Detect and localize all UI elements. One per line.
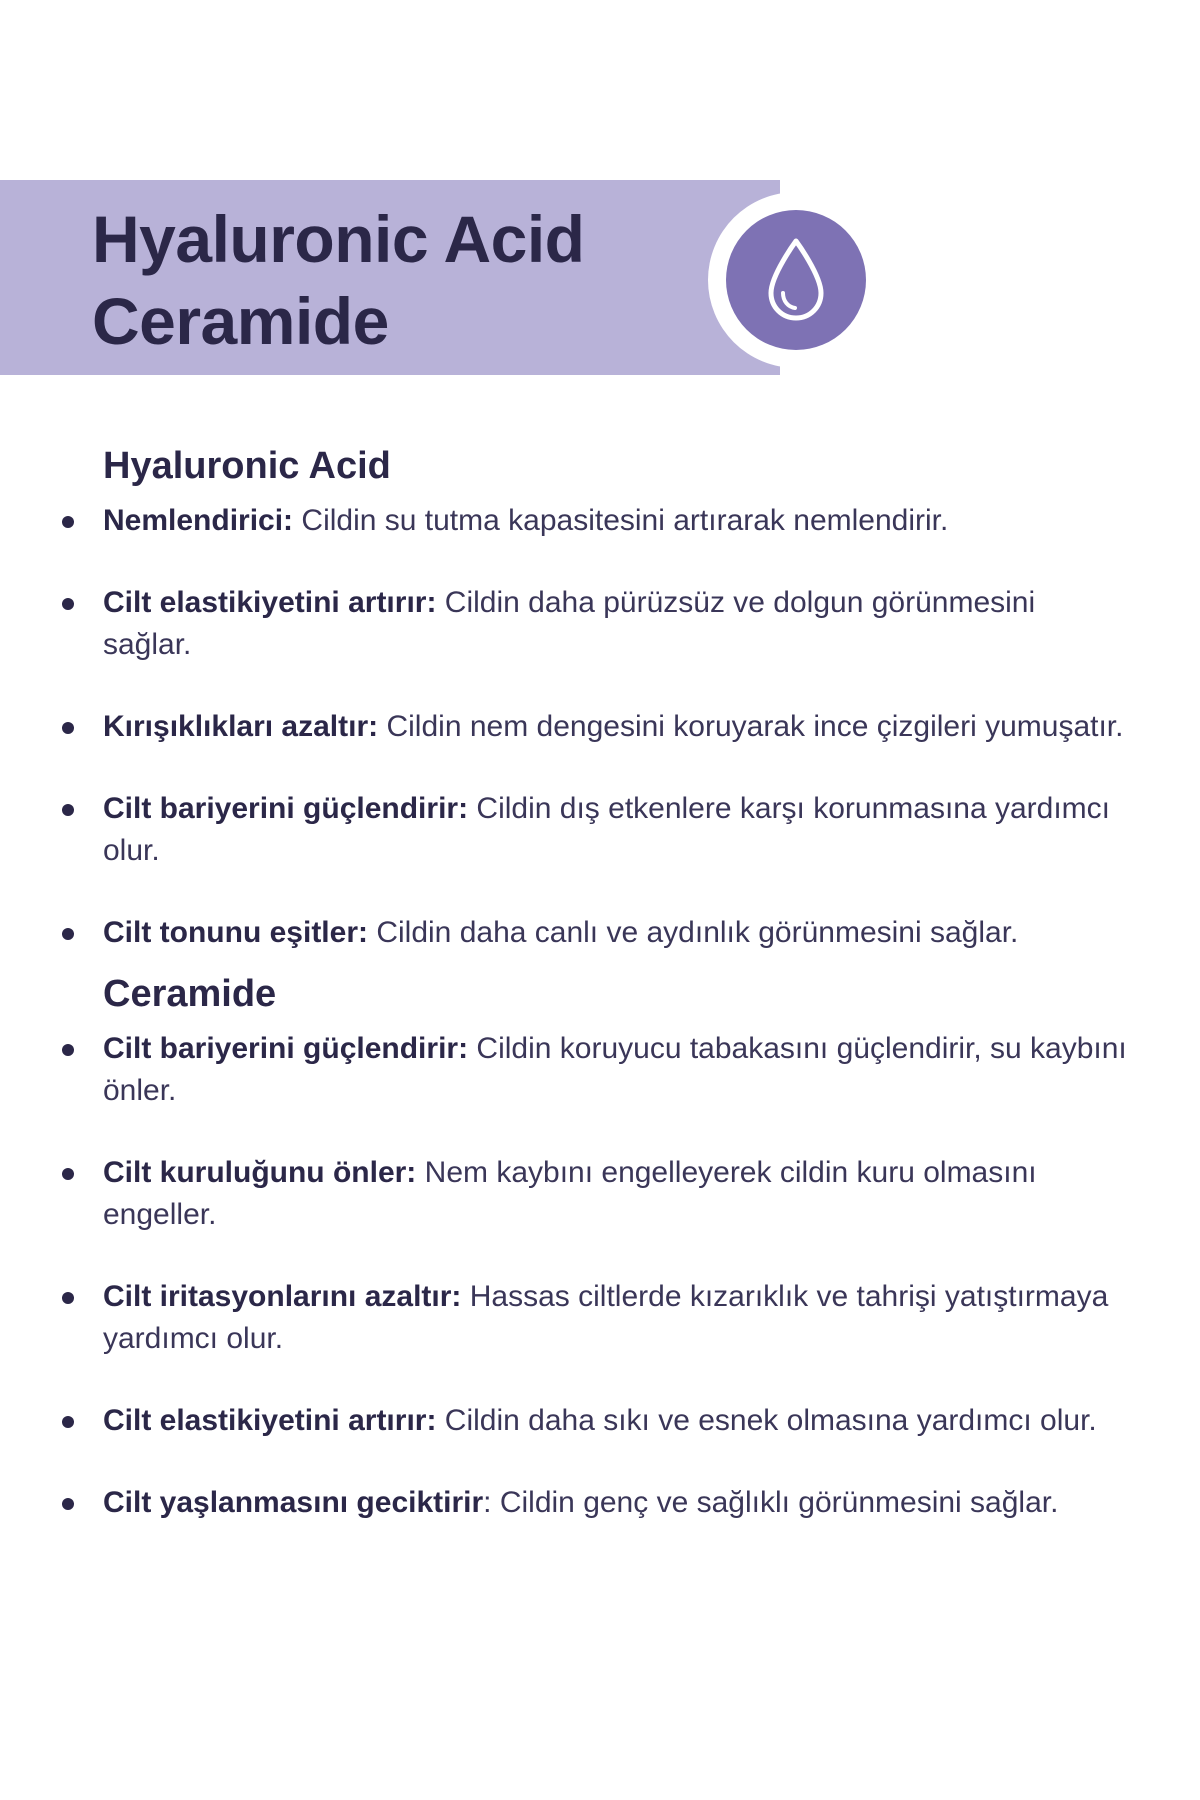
list-item [0, 1400, 1200, 1442]
benefit-description: Cildin daha canlı ve aydınlık görünmesini sağlar. [368, 916, 1019, 949]
list-item [0, 500, 1200, 542]
benefit-description: Cildin koruyucu tabakasını güçlendirir, su kaybını önler. [103, 1032, 1127, 1107]
bullet-icon [62, 1168, 74, 1180]
page-title [92, 198, 585, 362]
list-item [0, 1276, 1200, 1360]
list-item [0, 1028, 1200, 1112]
bullet-icon [62, 1416, 74, 1428]
bullet-icon [62, 804, 74, 816]
list-item [0, 582, 1200, 666]
benefit-term: Cilt bariyerini güçlendirir: [103, 1032, 469, 1065]
bullet-icon [62, 1044, 74, 1056]
benefit-term: Cilt tonunu eşitler: [103, 916, 368, 949]
list-item [0, 706, 1200, 748]
benefit-term: Cilt bariyerini güçlendirir: [103, 792, 469, 825]
benefit-description: Cildin su tutma kapasitesini artırarak nemlendirir. [293, 504, 949, 537]
page-title-line-1: Hyaluronic Acid [92, 202, 585, 276]
benefit-term: Cilt kuruluğunu önler: [103, 1156, 417, 1189]
benefit-term: Nemlendirici: [103, 504, 294, 537]
section-heading-ceramide: Ceramide [103, 973, 277, 1015]
benefit-description: Cildin dış etkenlere karşı korunmasına yardımcı olur. [103, 792, 1111, 867]
list-item [0, 788, 1200, 872]
bullet-icon [62, 1498, 74, 1510]
benefit-term: Cilt elastikiyetini artırır: [103, 1404, 437, 1437]
list-item [0, 1482, 1200, 1524]
drop-badge [726, 210, 866, 350]
benefit-term: Cilt yaşlanmasını geciktirir [103, 1486, 484, 1519]
benefit-description: Nem kaybını engelleyerek cildin kuru olmasını engeller. [103, 1156, 1037, 1231]
section-heading-hyaluronic-acid: Hyaluronic Acid [103, 445, 391, 487]
benefit-description: Cildin nem dengesini koruyarak ince çizgileri yumuşatır. [378, 710, 1124, 743]
bullet-icon [62, 928, 74, 940]
bullet-icon [62, 722, 74, 734]
benefit-term: Cilt elastikiyetini artırır: [103, 586, 437, 619]
bullet-icon [62, 1292, 74, 1304]
bullet-icon [62, 516, 74, 528]
benefit-description: Hassas ciltlerde kızarıklık ve tahrişi yatıştırmaya yardımcı olur. [103, 1280, 1109, 1355]
bullet-icon [62, 598, 74, 610]
benefit-term: Cilt iritasyonlarını azaltır: [103, 1280, 462, 1313]
content [0, 440, 1200, 1524]
ceramide-benefits-list [0, 1028, 1200, 1524]
water-drop-icon [761, 235, 831, 325]
benefit-description: Cildin daha pürüzsüz ve dolgun görünmesini sağlar. [103, 586, 1036, 661]
benefit-description: Cildin daha sıkı ve esnek olmasına yardımcı olur. [436, 1404, 1097, 1437]
hyaluronic-acid-benefits-list [0, 500, 1200, 954]
page-title-line-2: Ceramide [92, 284, 389, 358]
list-item [0, 912, 1200, 954]
list-item [0, 1152, 1200, 1236]
benefit-term: Kırışıklıkları azaltır: [103, 710, 379, 743]
benefit-description: : Cildin genç ve sağlıklı görünmesini sağlar. [483, 1486, 1059, 1519]
